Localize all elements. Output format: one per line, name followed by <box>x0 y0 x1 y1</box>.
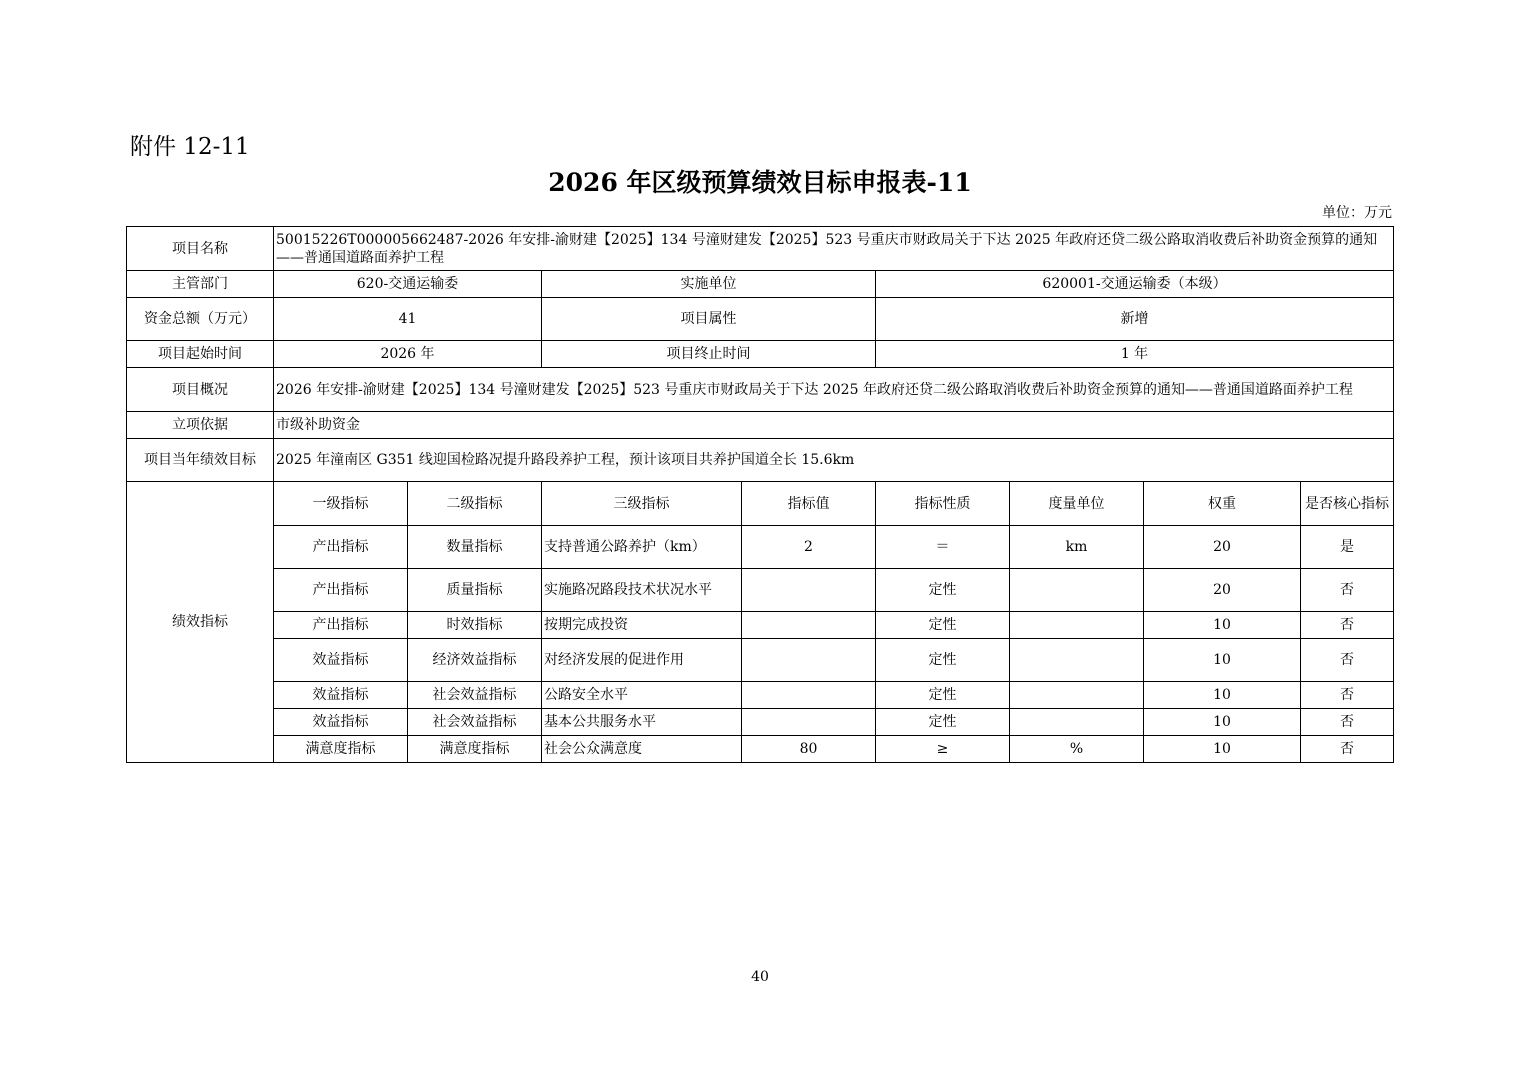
nature-cell: 定性 <box>876 569 1010 612</box>
level1-cell: 产出指标 <box>274 526 408 569</box>
weight-cell: 20 <box>1144 526 1301 569</box>
value-cell <box>742 639 876 682</box>
level2-cell: 经济效益指标 <box>408 639 542 682</box>
value-cell <box>742 569 876 612</box>
overview-label: 项目概况 <box>127 368 274 412</box>
dept-value: 620-交通运输委 <box>274 271 542 298</box>
weight-cell: 20 <box>1144 569 1301 612</box>
nature-cell: 定性 <box>876 682 1010 709</box>
indicator-row <box>127 639 1394 682</box>
unit-label: 单位：万元 <box>1322 205 1392 221</box>
core-cell: 否 <box>1301 709 1394 736</box>
level1-cell: 满意度指标 <box>274 736 408 763</box>
nature-cell: 定性 <box>876 639 1010 682</box>
indicator-row <box>127 526 1394 569</box>
value-cell <box>742 612 876 639</box>
level1-cell: 产出指标 <box>274 612 408 639</box>
overview-value: 2026 年安排-渝财建【2025】134 号潼财建发【2025】523 号重庆市财政局关于下达 2025 年政府还贷二级公路取消收费后补助资金预算的通知——普通国道路面养护工程 <box>274 368 1394 412</box>
project-attr-label: 项目属性 <box>542 298 876 341</box>
level1-cell: 效益指标 <box>274 682 408 709</box>
header-nature: 指标性质 <box>876 482 1010 526</box>
core-cell: 否 <box>1301 569 1394 612</box>
unit-cell: km <box>1010 526 1144 569</box>
core-cell: 否 <box>1301 612 1394 639</box>
core-cell: 否 <box>1301 682 1394 709</box>
level2-cell: 时效指标 <box>408 612 542 639</box>
header-weight: 权重 <box>1144 482 1301 526</box>
level2-cell: 社会效益指标 <box>408 709 542 736</box>
fund-value: 41 <box>274 298 542 341</box>
weight-cell: 10 <box>1144 682 1301 709</box>
row-time <box>127 341 1394 368</box>
nature-cell: ＝ <box>876 526 1010 569</box>
weight-cell: 10 <box>1144 736 1301 763</box>
performance-target-table <box>126 226 1394 763</box>
impl-unit-label: 实施单位 <box>542 271 876 298</box>
dept-label: 主管部门 <box>127 271 274 298</box>
value-cell <box>742 709 876 736</box>
level3-cell: 支持普通公路养护（km） <box>542 526 742 569</box>
value-cell: 2 <box>742 526 876 569</box>
level3-cell: 公路安全水平 <box>542 682 742 709</box>
indicator-row <box>127 612 1394 639</box>
indicator-header-row <box>127 482 1394 526</box>
project-name-value: 50015226T000005662487-2026 年安排-渝财建【2025】134 号潼财建发【2025】523 号重庆市财政局关于下达 2025 年政府还贷二级公路取消收费后补助资金预算的通知——普通国道路面养护工程 <box>274 227 1394 271</box>
weight-cell: 10 <box>1144 639 1301 682</box>
header-value: 指标值 <box>742 482 876 526</box>
attachment-label: 附件 12-11 <box>130 134 250 160</box>
level2-cell: 质量指标 <box>408 569 542 612</box>
fund-label: 资金总额（万元） <box>127 298 274 341</box>
project-attr-value: 新增 <box>876 298 1394 341</box>
value-cell <box>742 682 876 709</box>
weight-cell: 10 <box>1144 709 1301 736</box>
row-fund <box>127 298 1394 341</box>
level3-cell: 对经济发展的促进作用 <box>542 639 742 682</box>
basis-value: 市级补助资金 <box>274 412 1394 439</box>
project-name-label: 项目名称 <box>127 227 274 271</box>
unit-cell: % <box>1010 736 1144 763</box>
header-core: 是否核心指标 <box>1301 482 1394 526</box>
impl-unit-value: 620001-交通运输委（本级） <box>876 271 1394 298</box>
value-cell: 80 <box>742 736 876 763</box>
annual-goal-value: 2025 年潼南区 G351 线迎国检路况提升路段养护工程，预计该项目共养护国道全长 15.6km <box>274 439 1394 482</box>
unit-cell <box>1010 682 1144 709</box>
annual-goal-label: 项目当年绩效目标 <box>127 439 274 482</box>
level2-cell: 数量指标 <box>408 526 542 569</box>
level1-cell: 效益指标 <box>274 709 408 736</box>
nature-cell: 定性 <box>876 612 1010 639</box>
level3-cell: 基本公共服务水平 <box>542 709 742 736</box>
row-basis <box>127 412 1394 439</box>
core-cell: 是 <box>1301 526 1394 569</box>
indicator-row <box>127 569 1394 612</box>
start-time-value: 2026 年 <box>274 341 542 368</box>
end-time-label: 项目终止时间 <box>542 341 876 368</box>
unit-cell <box>1010 639 1144 682</box>
indicator-row <box>127 736 1394 763</box>
header-level2: 二级指标 <box>408 482 542 526</box>
header-unit: 度量单位 <box>1010 482 1144 526</box>
header-level1: 一级指标 <box>274 482 408 526</box>
level3-cell: 实施路况路段技术状况水平 <box>542 569 742 612</box>
level2-cell: 满意度指标 <box>408 736 542 763</box>
row-department <box>127 271 1394 298</box>
level1-cell: 效益指标 <box>274 639 408 682</box>
indicator-row <box>127 682 1394 709</box>
row-project-name <box>127 227 1394 271</box>
unit-cell <box>1010 612 1144 639</box>
indicators-section-label: 绩效指标 <box>127 482 274 763</box>
nature-cell: ≥ <box>876 736 1010 763</box>
end-time-value: 1 年 <box>876 341 1394 368</box>
nature-cell: 定性 <box>876 709 1010 736</box>
weight-cell: 10 <box>1144 612 1301 639</box>
unit-cell <box>1010 569 1144 612</box>
start-time-label: 项目起始时间 <box>127 341 274 368</box>
core-cell: 否 <box>1301 736 1394 763</box>
page-title: 2026 年区级预算绩效目标申报表-11 <box>548 168 972 197</box>
level1-cell: 产出指标 <box>274 569 408 612</box>
basis-label: 立项依据 <box>127 412 274 439</box>
level3-cell: 按期完成投资 <box>542 612 742 639</box>
core-cell: 否 <box>1301 639 1394 682</box>
header-level3: 三级指标 <box>542 482 742 526</box>
unit-cell <box>1010 709 1144 736</box>
row-overview <box>127 368 1394 412</box>
indicator-row <box>127 709 1394 736</box>
level3-cell: 社会公众满意度 <box>542 736 742 763</box>
page-number: 40 <box>751 969 769 985</box>
row-annual-goal <box>127 439 1394 482</box>
level2-cell: 社会效益指标 <box>408 682 542 709</box>
